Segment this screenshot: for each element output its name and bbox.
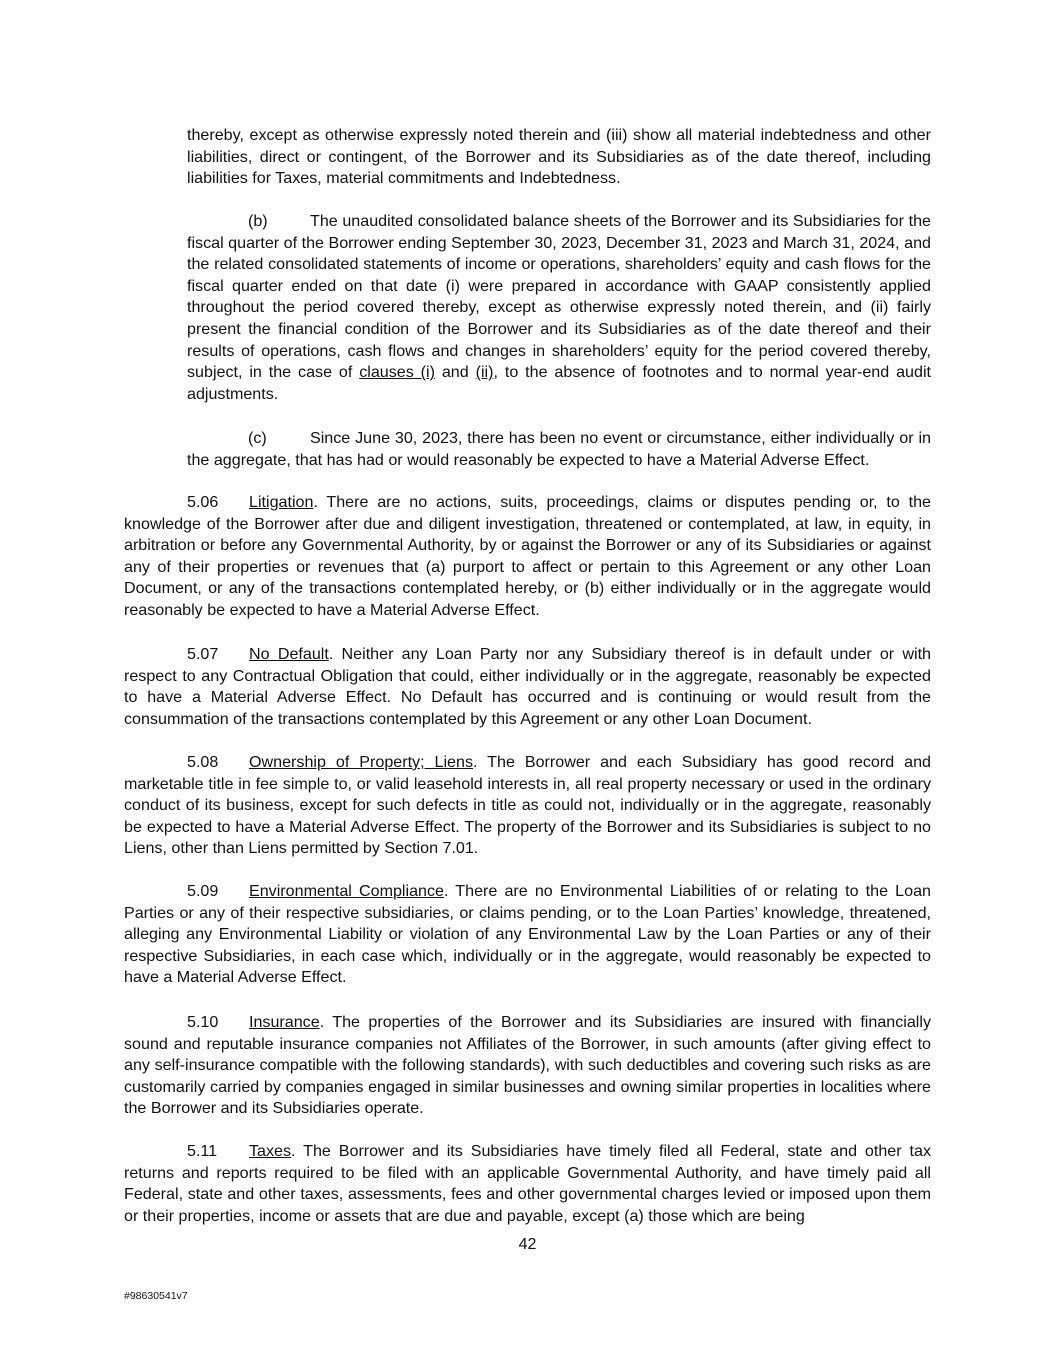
- section-number: 5.07: [187, 645, 219, 663]
- section-5-11: [124, 1141, 931, 1227]
- section-text: . Neither any Loan Party nor any Subsidiary thereof is in default under or with respect to any Contractual Obligation that could, either individually or in the aggregate, reasonably be expected to have a Material Adverse Effect. No Default has occurred and is continuing or would result from the consummation of the transactions contemplated by this Agreement or any other Loan Document.: [124, 645, 931, 728]
- section-text: . The Borrower and each Subsidiary has good record and marketable title in fee simple to, or valid leasehold interests in, all real property necessary or used in the ordinary conduct of its business, except for such defects in title as could not, individually or in the aggregate, reasonably be expected to have a Material Adverse Effect. The property of the Borrower and its Subsidiaries is subject to no Liens, other than Liens permitted by Section 7.01.: [124, 753, 931, 858]
- paragraph-c-text: Since June 30, 2023, there has been no event or circumstance, either individually or in the aggregate, that has had or would reasonably be expected to have a Material Adverse Effect.: [187, 429, 931, 469]
- section-number: 5.10: [187, 1013, 219, 1031]
- section-text: . There are no actions, suits, proceedings, claims or disputes pending or, to the knowledge of the Borrower after due and diligent investigation, threatened or contemplated, at law, in equity, in arbitration or before any Governmental Authority, by or against the Borrower or any of its Subsidiaries or against any of their properties or revenues that (a) purport to affect or pertain to this Agreement or any other Loan Document, or any of the transactions contemplated hereby, or (b) either individually or in the aggregate would reasonably be expected to have a Material Adverse Effect.: [124, 493, 931, 619]
- clause-label-b: (b): [248, 212, 268, 230]
- section-text: . The Borrower and its Subsidiaries have timely filed all Federal, state and other tax returns and reports required to be filed with an applicable Governmental Authority, and have timely paid all Federal, state and other taxes, assessments, fees and other governmental charges levied or imposed upon them or their properties, income or assets that are due and payable, except (a) those which are being: [124, 1142, 931, 1225]
- section-number: 5.08: [187, 753, 219, 771]
- section-5-06: [124, 492, 931, 622]
- clause-ref-i: clauses (i): [359, 363, 435, 382]
- section-heading: Environmental Compliance: [249, 882, 444, 900]
- clause-ref-ii: (ii): [475, 363, 494, 382]
- section-number: 5.09: [187, 882, 219, 900]
- document-id: #98630541v7: [124, 1290, 188, 1302]
- section-5-09: [124, 881, 931, 989]
- section-text: . There are no Environmental Liabilities of or relating to the Loan Parties or any of their respective subsidiaries, or claims pending, or to the Loan Parties’ knowledge, threatened, alleging any Environmental Liability or violation of any Environmental Law by the Loan Parties or any of their respective Subsidiaries, in each case which, individually or in the aggregate, would reasonably be expected to have a Material Adverse Effect.: [124, 882, 931, 987]
- paragraph-b-text-3: , to the absence of footnotes and to normal year-end audit adjustments.: [187, 363, 931, 403]
- section-5-08: [124, 752, 931, 860]
- paragraph-b-text-1: The unaudited consolidated balance sheets of the Borrower and its Subsidiaries for the fiscal quarter of the Borrower ending September 30, 2023, December 31, 2023 and March 31, 2024, and the related consolidated statements of income or operations, shareholders’ equity and cash flows for the fiscal quarter ended on that date (i) were prepared in accordance with GAAP consistently applied throughout the period covered thereby, except as otherwise expressly noted therein, and (ii) fairly present the financial condition of the Borrower and its Subsidiaries as of the date thereof and their results of operations, cash flows and changes in shareholders’ equity for the period covered thereby, subject, in the case of: [187, 212, 931, 382]
- section-5-07: [124, 644, 931, 730]
- clause-label-c: (c): [248, 429, 267, 447]
- section-heading: Litigation: [249, 493, 314, 511]
- section-5-10: [124, 1012, 931, 1120]
- section-heading: No Default: [249, 645, 329, 663]
- paragraph-b-text-2: and: [434, 363, 476, 382]
- section-heading: Insurance: [249, 1013, 320, 1031]
- paragraph-b: [187, 211, 931, 405]
- paragraph-c: [187, 428, 931, 471]
- section-number: 5.06: [187, 493, 219, 511]
- paragraph-continued: [187, 125, 931, 190]
- paragraph-text: thereby, except as otherwise expressly noted therein and (iii) show all material indebtedness and other liabilities, direct or contingent, of the Borrower and its Subsidiaries as of the date thereof, including liabilities for Taxes, material commitments and Indebtedness.: [187, 126, 931, 188]
- section-heading: Ownership of Property; Liens: [249, 753, 474, 771]
- section-number: 5.11: [187, 1142, 218, 1160]
- page-number: 42: [518, 1236, 537, 1253]
- section-text: . The properties of the Borrower and its Subsidiaries are insured with financially sound and reputable insurance companies not Affiliates of the Borrower, in such amounts (after giving effect to any self-insurance compatible with the following standards), with such deductibles and covering such risks as are customarily carried by companies engaged in similar businesses and owning similar properties in localities where the Borrower and its Subsidiaries operate.: [124, 1013, 931, 1118]
- section-heading: Taxes: [249, 1142, 292, 1160]
